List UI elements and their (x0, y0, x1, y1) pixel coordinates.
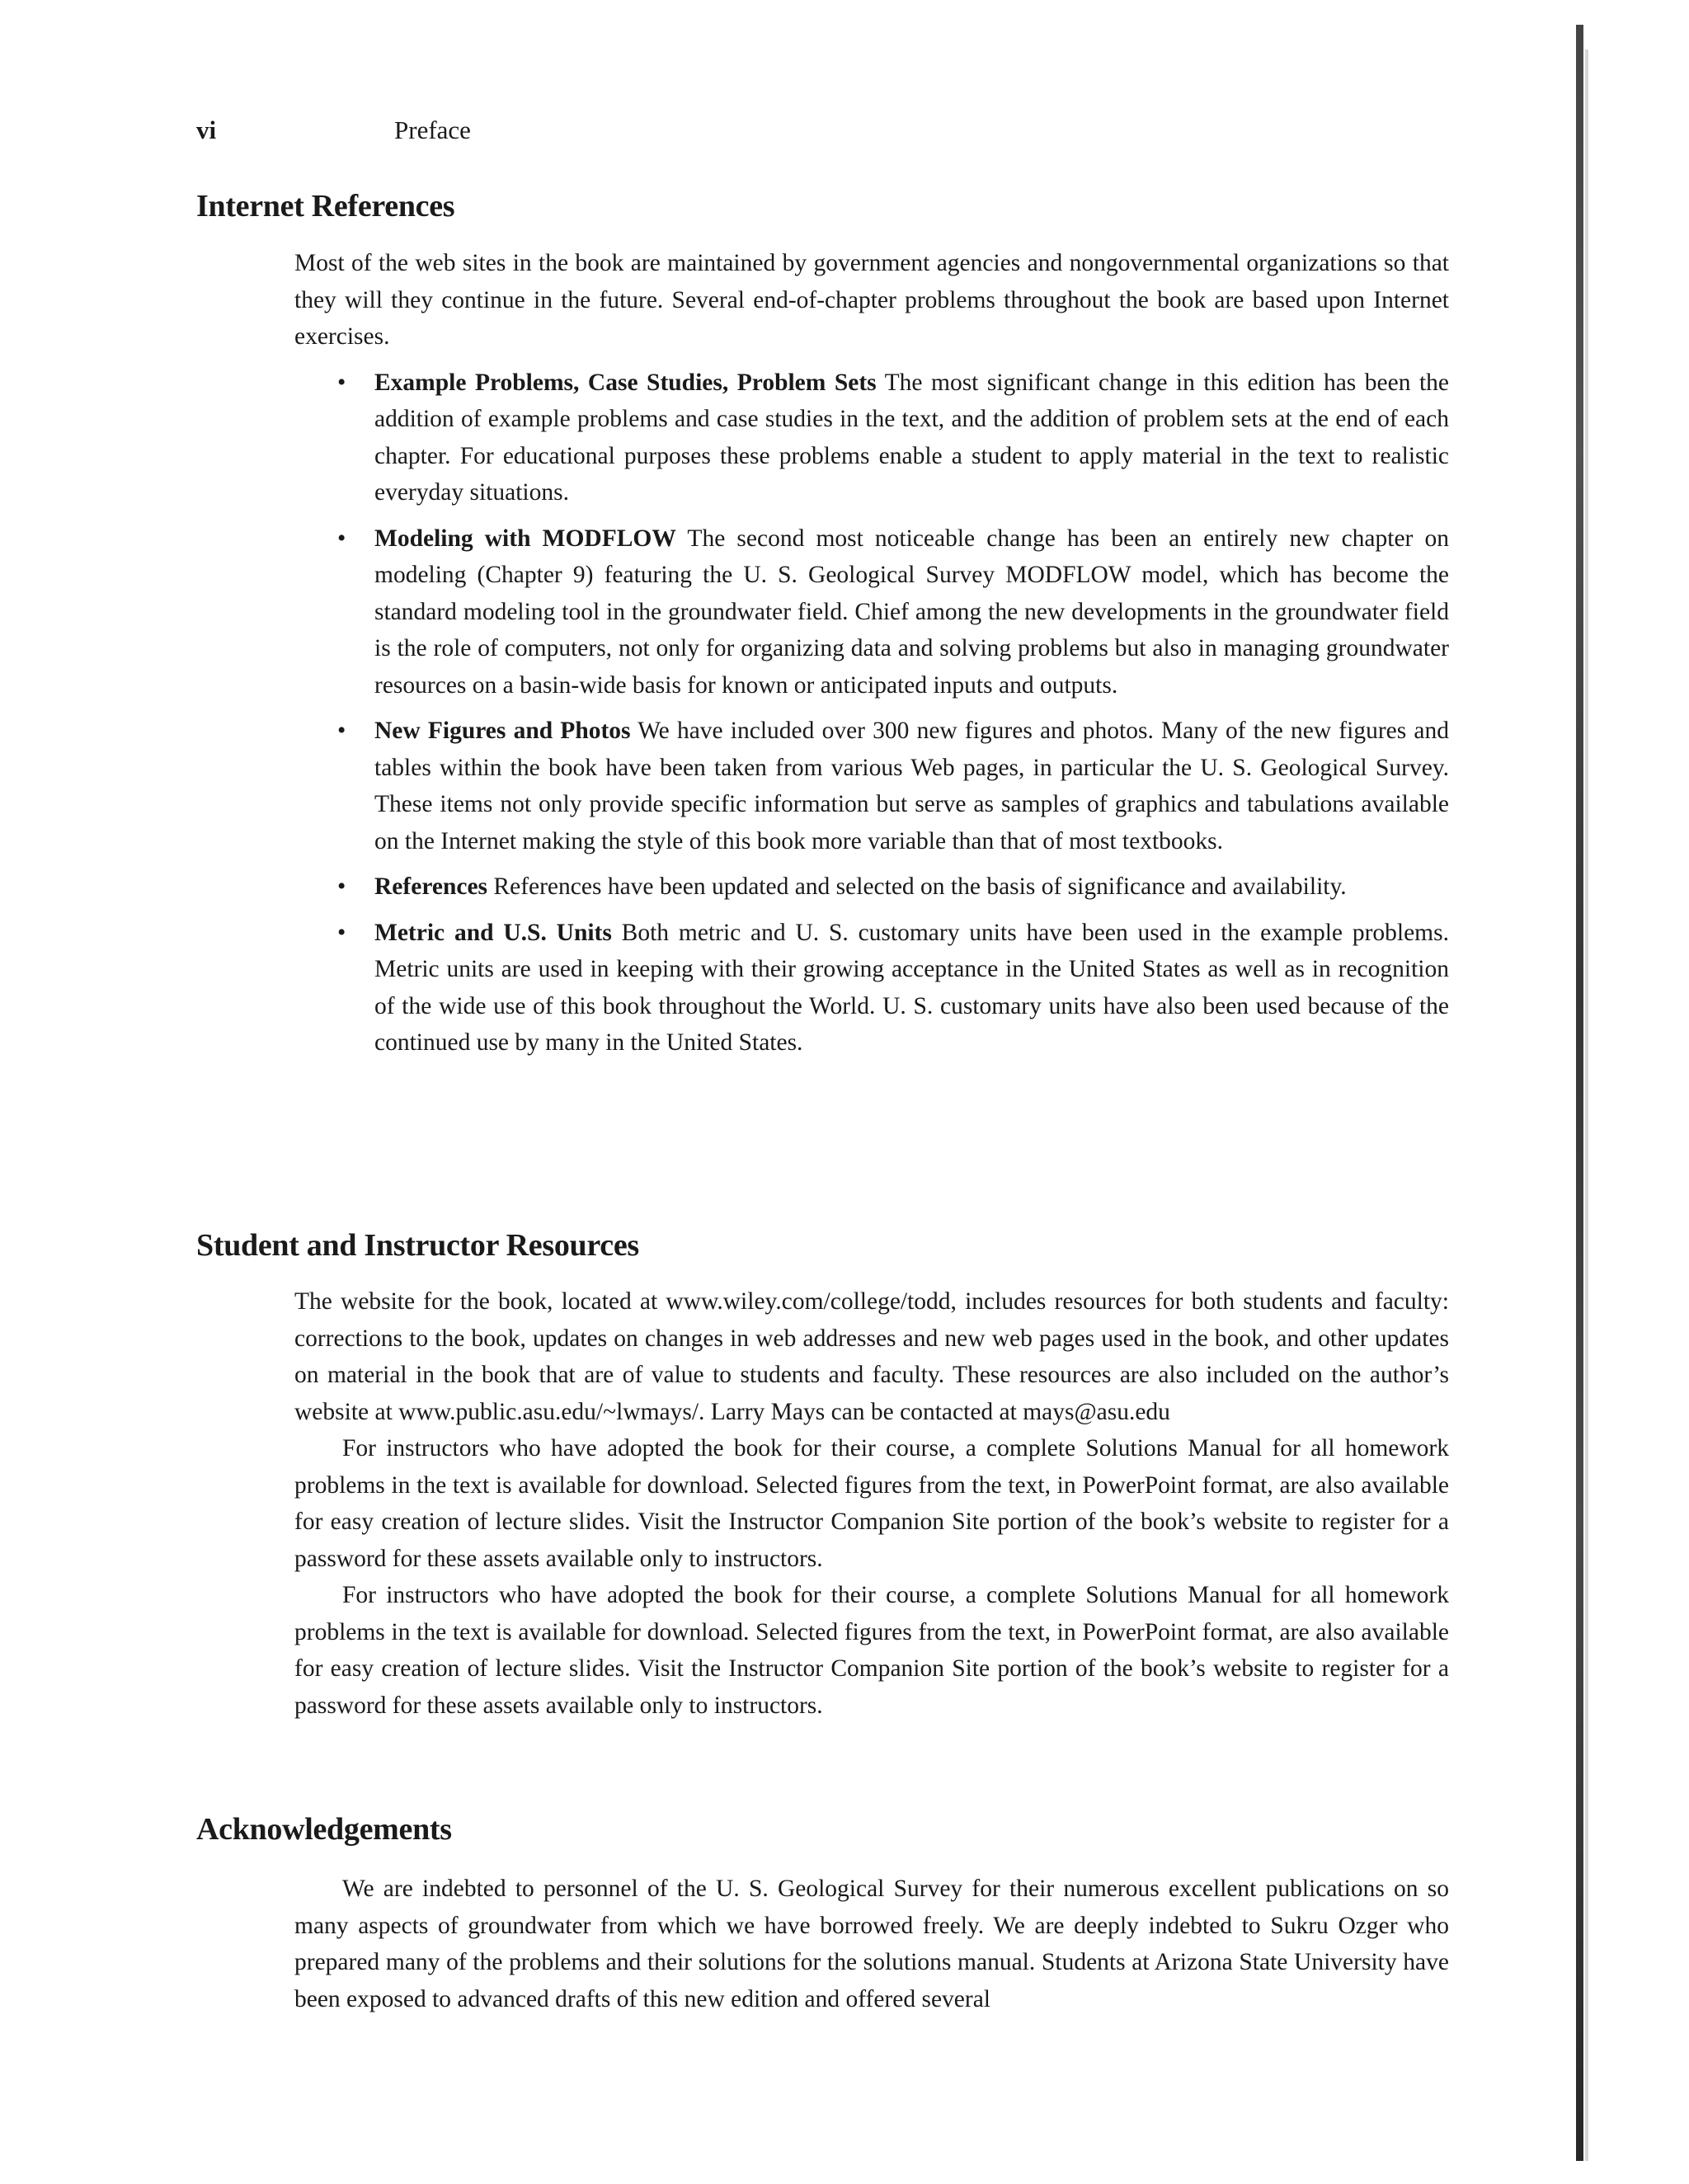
bullet-mark: • (337, 718, 346, 744)
bullet-mark: • (337, 873, 346, 900)
bullet-text: References have been updated and selected on the basis of significance and availability. (487, 873, 1347, 900)
bullet-text: The most significant change in this edition has been the addition of example problems and case studies in the text, and the addition of problem sets at the end of each chapter. For educational purposes these problems enable a student to apply material in the text to realistic everyday situations. (374, 369, 1450, 506)
bullet-example-problems (294, 365, 1449, 511)
bullet-modeling-modflow (294, 520, 1449, 704)
feature-bullet-list (294, 365, 1449, 1061)
acknowledgements-body (294, 1871, 1449, 2017)
bullet-mark: • (337, 919, 346, 946)
bullet-text: The second most noticeable change has been an entirely new chapter on modeling (Chapter 9) featuring the U. S. Geological Survey MODFLOW model, which has become the standard modeling tool in the groundwater field. Chief among the new developments in the groundwater field is the role of computers, not only for organizing data and solving problems but also in managing groundwater resources on a basin-wide basis for known or anticipated inputs and outputs. (374, 525, 1450, 699)
bullet-mark: • (337, 369, 346, 396)
internet-references-intro: Most of the web sites in the book are maintained by government agencies and nongovernmental organizations so that they will they continue in the future. Several end-of-chapter problems throughout the book are based upon Internet exercises. (294, 250, 1449, 350)
bullet-text: Both metric and U. S. customary units have been used in the example problems. Metric units are used in keeping with their growing acceptance in the United States as well as in recognition of the wide use of this book throughout the World. U. S. customary units have also been used because of the continued use by many in the United States. (374, 919, 1449, 1056)
running-title: Preface (394, 115, 471, 144)
scan-shadow-edge (1576, 25, 1583, 2161)
resources-paragraph: For instructors who have adopted the book for their course, a complete Solutions Manual for all homework problems in the text is available for download. Selected figures from the text, in PowerPoint format, are also available for easy creation of lecture slides. Visit the Instructor Companion Site portion of the book’s website to register for a password for these assets available only to instructors. (294, 1435, 1449, 1572)
running-header (196, 115, 471, 145)
bullet-references (294, 868, 1449, 906)
resources-paragraph: The website for the book, located at www.wiley.com/college/todd, includes resources for both students and faculty: corrections to the book, updates on changes in web addresses and new web pages used in the book, and other updates on material in the book that are of value to students and faculty. These resources are also included on the author’s website at www.public.asu.edu/~lwmays/. Larry Mays can be contacted at mays@asu.edu (294, 1288, 1449, 1425)
internet-references-body (294, 245, 1449, 1061)
bullet-metric-units (294, 915, 1449, 1061)
bullet-lead: Metric and U.S. Units (374, 919, 612, 946)
page-number: vi (196, 115, 217, 144)
heading-acknowledgements: Acknowledgements (196, 1812, 452, 1847)
bullet-text: We have included over 300 new figures and photos. Many of the new figures and tables within the book have been taken from various Web pages, in particular the U. S. Geological Survey. These items not only provide specific information but serve as samples of graphics and tabulations available on the Internet making the style of this book more variable than that of most textbooks. (374, 718, 1449, 854)
resources-paragraph: For instructors who have adopted the book for their course, a complete Solutions Manual for all homework problems in the text is available for download. Selected figures from the text, in PowerPoint format, are also available for easy creation of lecture slides. Visit the Instructor Companion Site portion of the book’s website to register for a password for these assets available only to instructors. (294, 1582, 1449, 1719)
resources-body (294, 1283, 1449, 1724)
bullet-new-figures (294, 713, 1449, 859)
bullet-lead: Modeling with MODFLOW (374, 525, 676, 552)
heading-student-instructor-resources: Student and Instructor Resources (196, 1228, 639, 1263)
heading-internet-references: Internet References (196, 189, 455, 224)
bullet-lead: References (374, 873, 488, 900)
acknowledgements-paragraph: We are indebted to personnel of the U. S. Geological Survey for their numerous excellent publications on so many aspects of groundwater from which we have borrowed freely. We are deeply indebted to Sukru Ozger who prepared many of the problems and their solutions for the solutions manual. Students at Arizona State University have been exposed to advanced drafts of this new edition and offered several (294, 1876, 1449, 2012)
bullet-mark: • (337, 525, 346, 552)
bullet-lead: Example Problems, Case Studies, Problem Sets (374, 369, 877, 396)
bullet-lead: New Figures and Photos (374, 718, 631, 744)
scan-shadow-edge-light (1585, 49, 1588, 2161)
